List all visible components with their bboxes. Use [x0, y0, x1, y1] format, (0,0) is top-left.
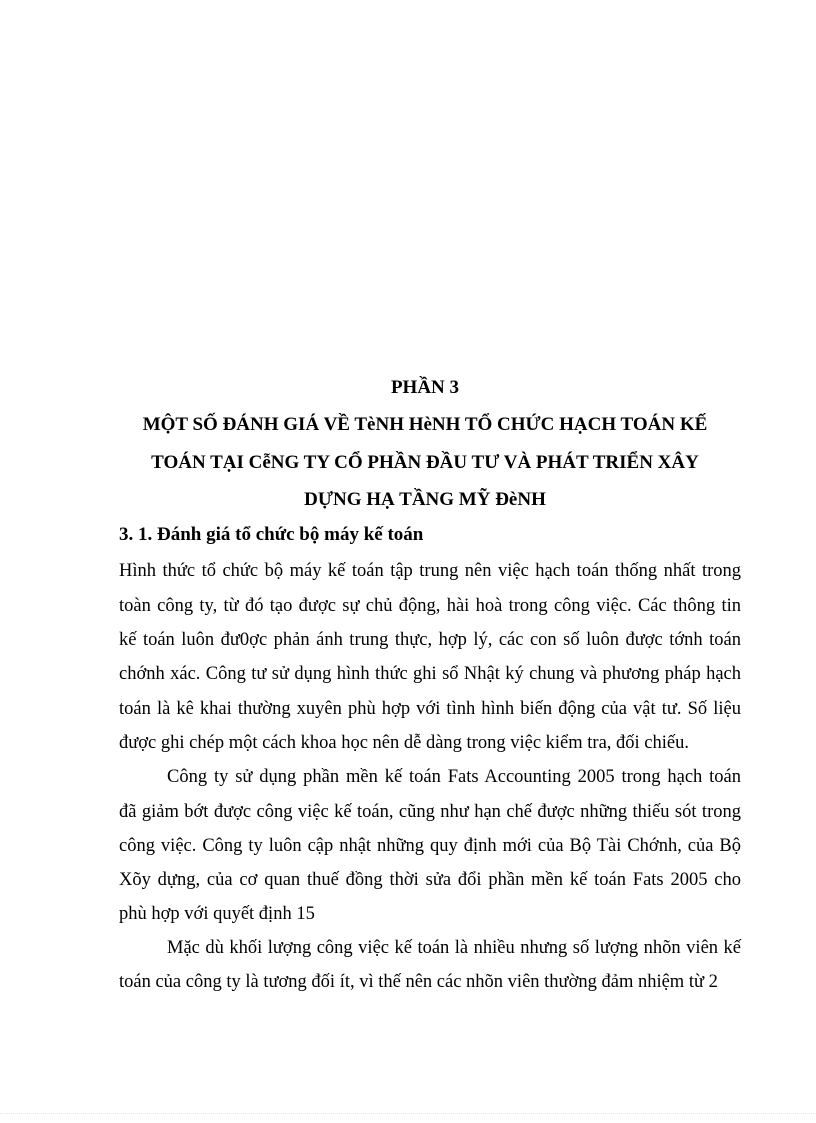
paragraph-1-line-1: Hình thức tổ chức bộ máy kế toán tập trung nên việc hạch toán thống nhất trong [119, 561, 741, 581]
paragraph-3-line-1: Mặc dù khối lượng công việc kế toán là nhiều nhưng số lượng nhõn viên kế [167, 938, 741, 958]
paragraph-2-line-3: công việc. Công ty luôn cập nhật những quy định mới của Bộ Tài Chớnh, của Bộ [119, 836, 741, 856]
document-title-line-2: TOÁN TẠI CễNG TY CỔ PHẦN ĐẦU TƯ VÀ PHÁT TRIỂN XÂY [151, 452, 699, 473]
paragraph-2-line-4: Xõy dựng, của cơ quan thuế đồng thời sửa đổi phần mền kế toán Fats 2005 cho [119, 870, 741, 890]
paragraph-1-line-5: toán là kê khai thường xuyên phù hợp với tình hình biến động của vật tư. Số liệu [119, 699, 741, 719]
paragraph-1-line-6: được ghi chép một cách khoa học nên dễ dàng trong việc kiểm tra, đối chiếu. [119, 733, 689, 753]
paragraph-2-line-5: phù hợp với quyết định 15 [119, 904, 315, 924]
page-bottom-divider [0, 1113, 816, 1114]
paragraph-2-line-1: Công ty sử dụng phần mền kế toán Fats Accounting 2005 trong hạch toán [167, 767, 741, 787]
document-title-line-1: MỘT SỐ ĐÁNH GIÁ VỀ TèNH HèNH TỔ CHỨC HẠCH TOÁN KẾ [142, 414, 708, 435]
paragraph-3-line-2: toán của công ty là tương đối ít, vì thế nên các nhõn viên thường đảm nhiệm từ 2 [119, 972, 718, 992]
paragraph-1-line-3: kế toán luôn đư0ợc phản ánh trung thực, hợp lý, các con số luôn được tớnh toán [119, 630, 741, 650]
paragraph-1-line-2: toàn công ty, từ đó tạo được sự chủ động, hài hoà trong công việc. Các thông tin [119, 596, 741, 616]
paragraph-2-line-2: đã giảm bớt được công việc kế toán, cũng như hạn chế được những thiếu sót trong [119, 802, 741, 822]
section-heading: 3. 1. Đánh giá tổ chức bộ máy kế toán [119, 524, 424, 545]
paragraph-1-line-4: chớnh xác. Công tư sử dụng hình thức ghi sổ Nhật ký chung và phương pháp hạch [119, 664, 741, 684]
document-title-line-3: DỰNG HẠ TẦNG MỸ ĐèNH [304, 489, 546, 510]
part-label: PHẦN 3 [390, 377, 460, 398]
